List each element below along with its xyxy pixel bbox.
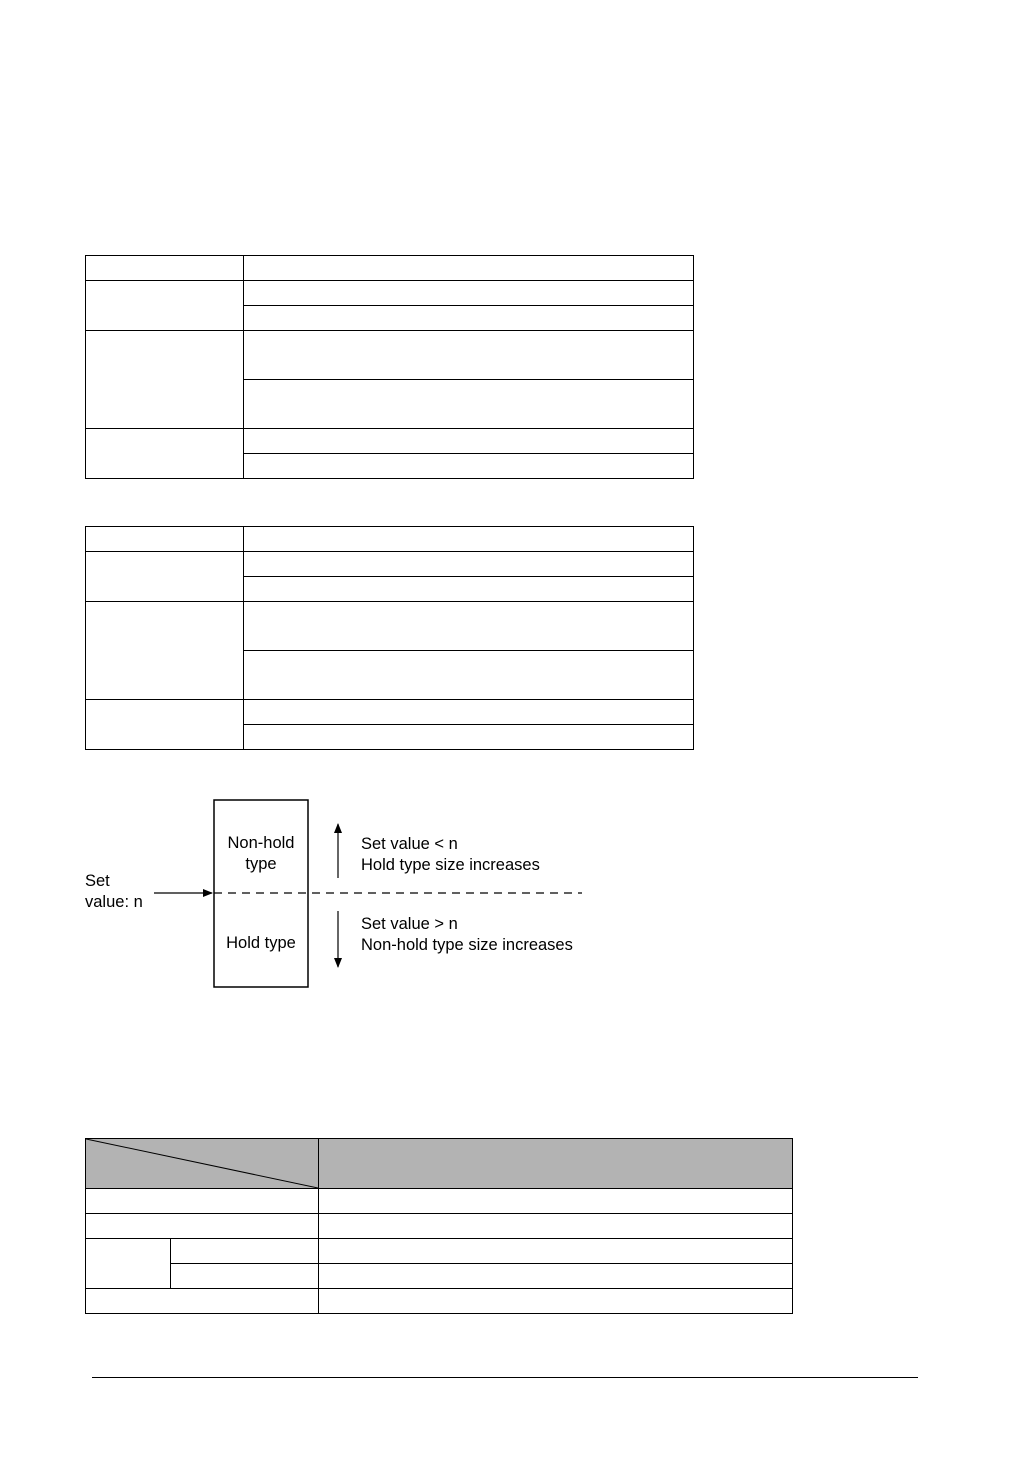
- table-cell: [86, 1189, 319, 1214]
- diagonal-line: [86, 1139, 318, 1188]
- table-row: [86, 527, 694, 552]
- table-3: [85, 1138, 793, 1314]
- table-row: [86, 700, 694, 725]
- table-row: [86, 281, 694, 306]
- table-cell: [244, 380, 694, 429]
- hold-area-diagram: [80, 790, 600, 1000]
- upper-effect: Hold type size increases: [361, 856, 540, 874]
- table-1: [85, 255, 694, 479]
- table-cell: [244, 651, 694, 700]
- table-cell: [244, 700, 694, 725]
- table-cell: [244, 281, 694, 306]
- table-cell: [244, 454, 694, 479]
- non-hold-type-line1: Non-hold: [227, 834, 295, 852]
- table-cell: [244, 552, 694, 577]
- header-cell: [319, 1139, 793, 1189]
- upper-note: [361, 834, 540, 876]
- table-cell: [171, 1264, 319, 1289]
- table-row: [86, 1214, 793, 1239]
- table-cell: [319, 1214, 793, 1239]
- table-cell: [244, 256, 694, 281]
- table-cell: [319, 1264, 793, 1289]
- table-cell: [86, 552, 244, 602]
- table-cell: [319, 1239, 793, 1264]
- table-cell: [86, 1289, 319, 1314]
- table-row: [86, 1289, 793, 1314]
- lower-note: [361, 914, 573, 956]
- table-row: [86, 1264, 793, 1289]
- table-row: [86, 429, 694, 454]
- table-row: [86, 256, 694, 281]
- table-cell: [86, 1214, 319, 1239]
- diagram-graphics: [80, 790, 600, 1000]
- upper-condition: Set value < n: [361, 835, 458, 853]
- diagonal-header-cell: [86, 1139, 319, 1189]
- hold-type-label: Hold type: [226, 934, 296, 952]
- table-cell: [86, 256, 244, 281]
- table-row: [86, 602, 694, 651]
- table-cell: [244, 429, 694, 454]
- table-cell: [244, 602, 694, 651]
- table-cell: [244, 725, 694, 750]
- table-row: [86, 1239, 793, 1264]
- table-row: [86, 552, 694, 577]
- table-cell: [319, 1289, 793, 1314]
- table-cell: [86, 700, 244, 750]
- footer-rule: [92, 1377, 918, 1378]
- table-cell: [171, 1239, 319, 1264]
- non-hold-type-line2: type: [245, 855, 277, 873]
- table-cell: [244, 527, 694, 552]
- table-cell: [86, 331, 244, 429]
- table-cell: [86, 1239, 171, 1289]
- table-cell: [319, 1189, 793, 1214]
- set-value-label-line1: Set: [85, 872, 110, 890]
- table-row: [86, 1189, 793, 1214]
- table-cell: [244, 306, 694, 331]
- set-value-label-line2: value: n: [85, 893, 143, 911]
- non-hold-type-label: [214, 833, 308, 875]
- table-cell: [86, 602, 244, 700]
- table-header-row: [86, 1139, 793, 1189]
- table-cell: [86, 281, 244, 331]
- set-value-label: [85, 871, 143, 913]
- lower-effect: Non-hold type size increases: [361, 936, 573, 954]
- table-cell: [244, 331, 694, 380]
- table-cell: [86, 429, 244, 479]
- table-cell: [244, 577, 694, 602]
- lower-condition: Set value > n: [361, 915, 458, 933]
- table-cell: [86, 527, 244, 552]
- table-2: [85, 526, 694, 750]
- table-row: [86, 331, 694, 380]
